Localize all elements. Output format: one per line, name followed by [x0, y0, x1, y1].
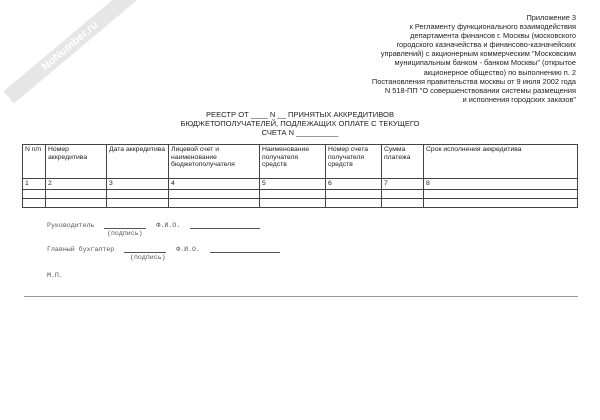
document-title	[150, 110, 450, 137]
cell: 7	[382, 179, 424, 190]
header-cell: Сумма платежа	[382, 145, 424, 179]
cell: 4	[169, 179, 260, 190]
table-row	[23, 198, 578, 207]
appendix-line: N 518-ПП "О совершенствовании системы размещения	[384, 85, 576, 95]
cell: 2	[46, 179, 107, 190]
stamp-label: М.П.	[47, 272, 63, 279]
header-cell: Номер аккредитива	[46, 145, 107, 179]
chief-accountant-label: Главный бухгалтер	[47, 246, 115, 253]
title-line: БЮДЖЕТОПОЛУЧАТЕЛЕЙ, ПОДЛЕЖАЩИХ ОПЛАТЕ С ТЕКУЩЕГО	[180, 119, 420, 128]
header-cell: Срок исполнения аккредитива	[424, 145, 578, 179]
column-number-row	[23, 179, 578, 190]
signature-hint: (подпись)	[130, 254, 166, 261]
title-line: СЧЕТА N __________	[261, 128, 339, 137]
watermark: NoNumber.ru	[4, 0, 137, 104]
appendix-line: и исполнения городских заказов"	[462, 94, 576, 104]
appendix-line: Постановления правительства москвы от 9 июля 2002 года	[371, 76, 576, 86]
header-cell: Номер счета получателя средств	[326, 145, 382, 179]
appendix-line: Приложение 3	[526, 13, 576, 22]
table-row	[23, 189, 578, 198]
signature-line	[104, 228, 146, 229]
cell: 1	[23, 179, 46, 190]
appendix-line: муниципальным банком - банком Москвы" (открытое	[394, 58, 576, 68]
header-cell: Лицевой счет и наименование бюджетополучателя	[169, 145, 260, 179]
appendix-note	[286, 13, 576, 104]
cell: 3	[107, 179, 169, 190]
header-cell: Наименование получателя средств	[260, 145, 326, 179]
divider	[24, 296, 578, 297]
cell: 6	[326, 179, 382, 190]
cell: 8	[424, 179, 578, 190]
head-signature-block	[47, 222, 260, 229]
cell: 5	[260, 179, 326, 190]
fio-line	[210, 252, 280, 253]
fio-line	[190, 228, 260, 229]
fio-label: Ф.И.О.	[156, 222, 181, 229]
appendix-line: городского казначейства и финансово-казначейских	[396, 40, 576, 50]
header-cell: N п/п	[23, 145, 46, 179]
appendix-line: управлений) с акционерным коммерческим "Московским	[380, 49, 576, 59]
signature-line	[124, 252, 166, 253]
header-cell: Дата аккредитива	[107, 145, 169, 179]
appendix-line: департамента финансов г. Москвы (московского	[410, 31, 576, 41]
appendix-line: акционерное общество) по выполнению п. 2	[423, 67, 576, 77]
registry-table	[22, 144, 578, 208]
fio-label: Ф.И.О.	[176, 246, 200, 253]
title-line: РЕЕСТР ОТ ____ N __ ПРИНЯТЫХ АККРЕДИТИВОВ	[205, 110, 395, 119]
head-label: Руководитель	[47, 222, 95, 229]
header-row	[23, 145, 578, 179]
appendix-line: к Регламенту функционального взаимодействия	[409, 22, 576, 32]
accountant-signature-block	[47, 246, 280, 253]
signature-hint: (подпись)	[107, 230, 143, 237]
